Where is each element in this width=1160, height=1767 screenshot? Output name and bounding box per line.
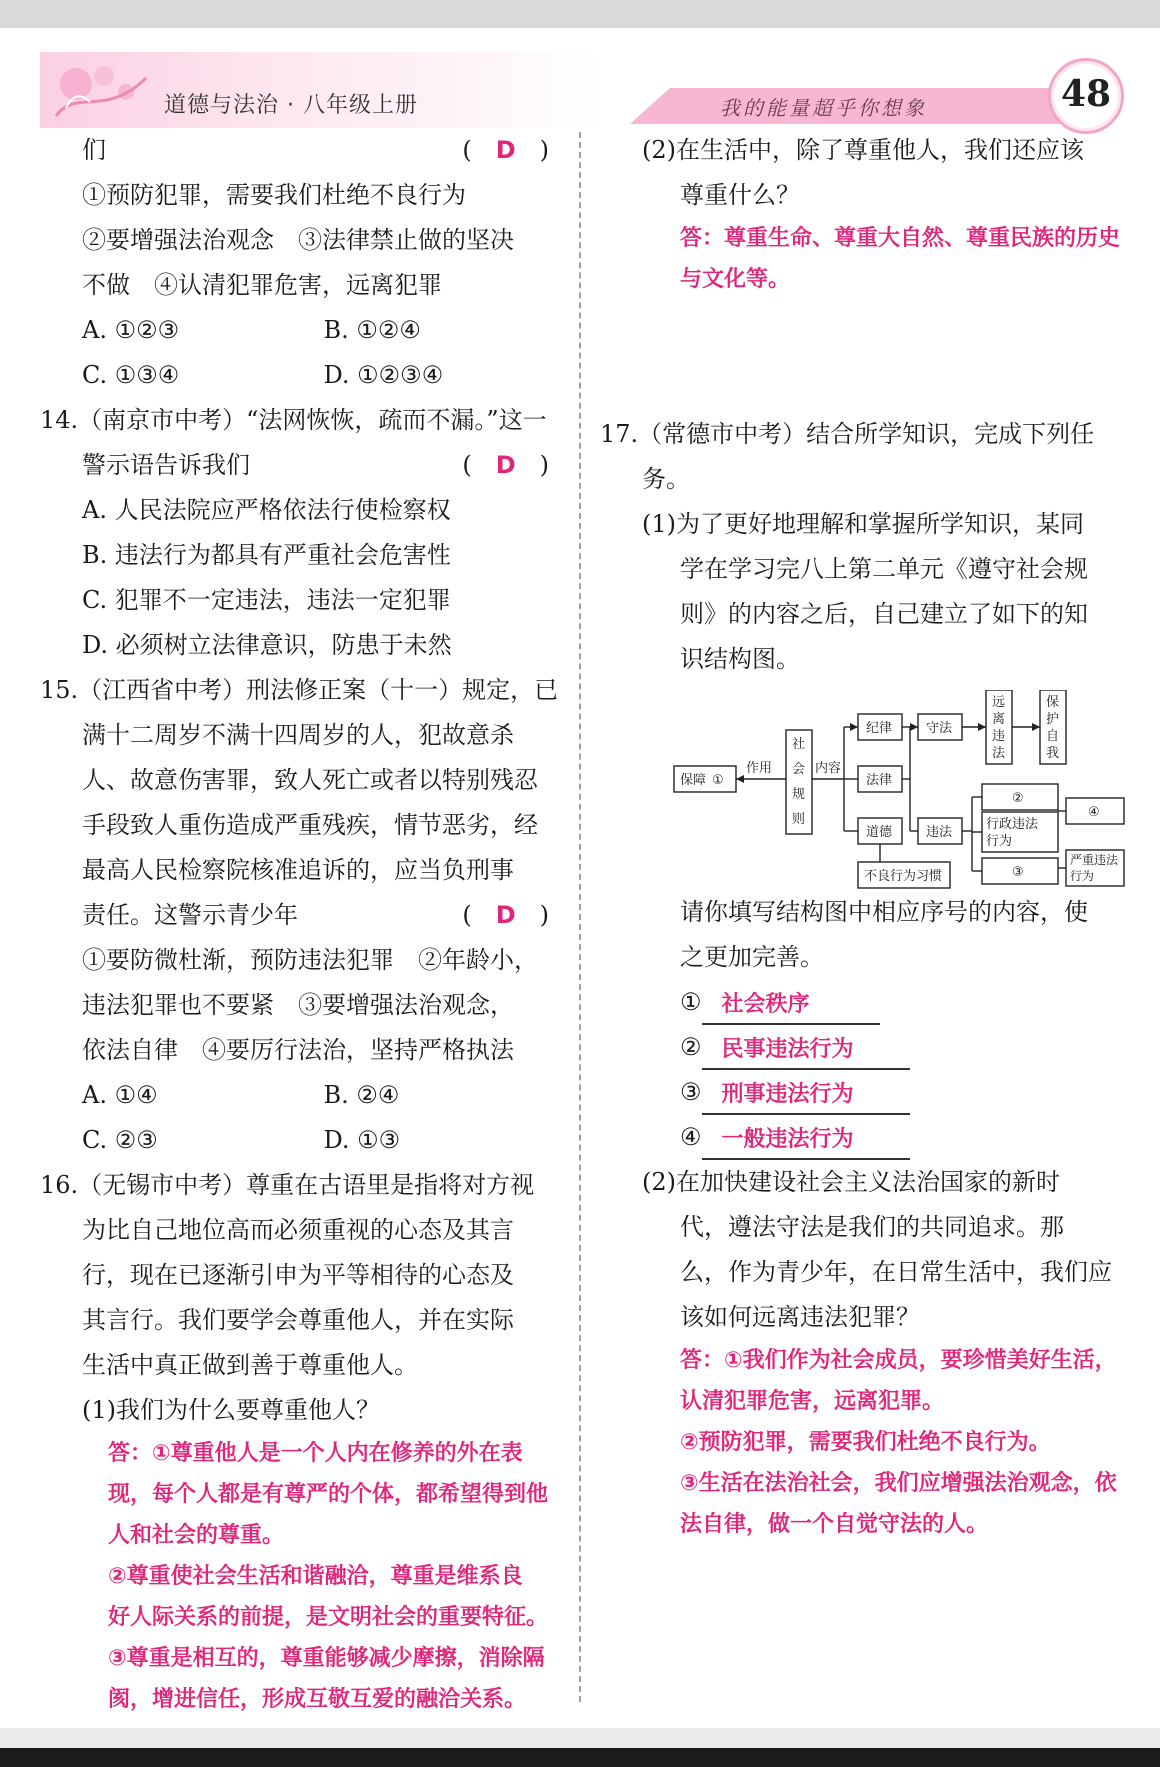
answer-line: 答：①尊重他人是一个人内在修养的外在表 bbox=[108, 1441, 523, 1466]
book-title: 道德与法治 · 八年级上册 bbox=[164, 93, 418, 118]
page-number: 48 bbox=[1060, 73, 1112, 115]
q15-statement: ①要防微杜渐，预防违法犯罪 ②年龄小， bbox=[82, 946, 538, 974]
q15-options-row bbox=[40, 1073, 565, 1118]
q15-stem: 满十二周岁不满十四周岁的人，犯故意杀 bbox=[82, 721, 514, 749]
arrow-icon bbox=[910, 723, 918, 731]
diagram-protect-3: 自 bbox=[1046, 729, 1060, 744]
q17-fill-row bbox=[600, 1025, 1125, 1070]
q15-stem: 手段致人重伤造成严重残疾，情节恶劣，经 bbox=[82, 811, 538, 839]
arrow-icon bbox=[736, 775, 744, 783]
q13-stem-text: 们 bbox=[82, 136, 106, 164]
arrow-icon bbox=[850, 723, 858, 731]
q13-statement: ①预防犯罪，需要我们杜绝不良行为 bbox=[82, 181, 466, 209]
diagram-num2: ② bbox=[1012, 791, 1024, 806]
diagram-protect-1: 保 bbox=[1046, 695, 1060, 710]
diagram-violate-law: 违法 bbox=[926, 825, 953, 840]
diagram-away-2: 离 bbox=[992, 712, 1006, 727]
fill-answer: 刑事违法行为 bbox=[702, 1077, 910, 1115]
diagram-rules-4: 则 bbox=[792, 812, 806, 827]
q16-sub2-answer bbox=[600, 218, 1125, 300]
q14-option: B. 违法行为都具有严重社会危害性 bbox=[82, 541, 451, 569]
arrow-icon bbox=[1032, 723, 1040, 731]
answer-line: 现，每个人都是有尊严的个体，都希望得到他 bbox=[108, 1482, 549, 1507]
q15-stem: 人、故意伤害罪，致人死亡或者以特别残忍 bbox=[82, 766, 538, 794]
diagram-effect: 作用 bbox=[746, 761, 773, 776]
q14-option: C. 犯罪不一定违法，违法一定犯罪 bbox=[82, 586, 451, 614]
q13-option-c: C. ①③④ bbox=[82, 361, 180, 389]
q17-sub2: 么，作为青少年，在日常生活中，我们应 bbox=[680, 1258, 1112, 1286]
diagram-away-4: 法 bbox=[992, 746, 1006, 761]
q13-option-d: D. ①②③④ bbox=[323, 361, 444, 389]
answer-line: ②预防犯罪，需要我们杜绝不良行为。 bbox=[680, 1430, 1051, 1455]
q16-sub1-answer bbox=[40, 1433, 565, 1720]
q13-statement: 不做 ④认清犯罪危害，远离犯罪 bbox=[82, 271, 442, 299]
diagram-away-1: 远 bbox=[992, 695, 1006, 710]
answer-line: 与文化等。 bbox=[680, 267, 791, 292]
answer-line: 人和社会的尊重。 bbox=[108, 1523, 285, 1548]
q13-stem-end bbox=[40, 128, 565, 173]
page-header bbox=[40, 52, 1120, 128]
diagram-rules-2: 会 bbox=[792, 762, 806, 777]
q16-stem: 其言行。我们要学会尊重他人，并在实际 bbox=[82, 1306, 514, 1334]
diagram-rules-3: 规 bbox=[792, 787, 806, 802]
arrow-icon bbox=[978, 723, 986, 731]
q16-stem: 为比自己地位高而必须重视的心态及其言 bbox=[82, 1216, 514, 1244]
fill-answer: 一般违法行为 bbox=[702, 1122, 910, 1160]
q14-option: D. 必须树立法律意识，防患于未然 bbox=[82, 631, 452, 659]
q17-stem: 17.（常德市中考）结合所学知识，完成下列任 bbox=[600, 420, 1095, 448]
q14-answer: D bbox=[495, 451, 516, 479]
diagram-guarantee-num: ① bbox=[712, 773, 724, 788]
q16-stem: 行，现在已逐渐引申为平等相待的心态及 bbox=[82, 1261, 514, 1289]
diagram-serious-2: 行为 bbox=[1070, 869, 1095, 883]
q15-option-d: D. ①③ bbox=[323, 1126, 401, 1154]
q14-stem: 14.（南京市中考）“法网恢恢，疏而不漏。”这一 bbox=[40, 406, 547, 434]
column-divider bbox=[579, 132, 581, 1702]
fill-number: ① bbox=[680, 988, 702, 1016]
q15-option-b: B. ②④ bbox=[323, 1081, 400, 1109]
fill-answer: 社会秩序 bbox=[702, 987, 880, 1025]
q16-sub2-question: 尊重什么？ bbox=[680, 181, 800, 209]
q15-stem: 最高人民检察院核准追诉的，应当负刑事 bbox=[82, 856, 514, 884]
diagram-content: 内容 bbox=[815, 761, 842, 776]
q13-statement: ②要增强法治观念 ③法律禁止做的坚决 bbox=[82, 226, 514, 254]
diagram-protect-2: 护 bbox=[1046, 712, 1060, 727]
diagram-bad-habit: 不良行为习惯 bbox=[864, 869, 943, 884]
q16-sub2-question: (2)在生活中，除了尊重他人，我们还应该 bbox=[642, 136, 1084, 164]
viewer-bottom-bar bbox=[0, 1748, 1160, 1767]
q16-stem: 16.（无锡市中考）尊重在古语里是指将对方视 bbox=[40, 1171, 535, 1199]
q15-answer-bracket: ( D ) bbox=[462, 901, 549, 929]
fill-number: ② bbox=[680, 1033, 702, 1061]
diagram-admin-1: 行政违法 bbox=[986, 817, 1039, 832]
blank-space bbox=[600, 300, 1125, 412]
diagram-discipline: 纪律 bbox=[866, 721, 893, 736]
q13-answer-bracket: ( D ) bbox=[462, 136, 549, 164]
q13-option-a: A. ①②③ bbox=[82, 316, 180, 344]
q15-options-row bbox=[40, 1118, 565, 1163]
fill-number: ④ bbox=[680, 1123, 702, 1151]
diagram-num3: ③ bbox=[1012, 865, 1024, 880]
q17-sub1: (1)为了更好地理解和掌握所学知识，某同 bbox=[642, 510, 1084, 538]
q17-sub1: 学在学习完八上第二单元《遵守社会规 bbox=[680, 555, 1088, 583]
answer-line: 答：尊重生命、尊重大自然、尊重民族的历史 bbox=[680, 226, 1121, 251]
diagram-protect-4: 我 bbox=[1046, 746, 1060, 761]
q17-fill-row bbox=[600, 1115, 1125, 1160]
answer-line: 阂，增进信任，形成互敬互爱的融洽关系。 bbox=[108, 1687, 527, 1712]
answer-line: 认清犯罪危害，远离犯罪。 bbox=[680, 1389, 945, 1414]
fill-number: ③ bbox=[680, 1078, 702, 1106]
diagram-guarantee: 保障 bbox=[680, 773, 707, 788]
q15-option-a: A. ①④ bbox=[82, 1081, 158, 1109]
right-column bbox=[600, 128, 1125, 1545]
page-number-badge bbox=[1048, 58, 1124, 134]
q17-fill-row bbox=[600, 980, 1125, 1025]
q15-stem-text: 责任。这警示青少年 bbox=[82, 901, 298, 929]
q16-stem: 生活中真正做到善于尊重他人。 bbox=[82, 1351, 418, 1379]
q13-option-b: B. ①②④ bbox=[323, 316, 421, 344]
flower-ornament-icon bbox=[46, 58, 166, 122]
diagram-morality: 道德 bbox=[866, 825, 893, 840]
q13-answer: D bbox=[495, 136, 516, 164]
q15-stem-last bbox=[40, 893, 565, 938]
header-slogan: 我的能量超乎你想象 bbox=[720, 96, 927, 120]
diagram-num4: ④ bbox=[1088, 805, 1100, 820]
q17-fill-prompt: 请你填写结构图中相应序号的内容，使 bbox=[680, 898, 1088, 926]
q15-statement: 依法自律 ④要厉行法治，坚持严格执法 bbox=[82, 1036, 514, 1064]
diagram-rules-1: 社 bbox=[792, 737, 806, 752]
answer-line: ③生活在法治社会，我们应增强法治观念，依 bbox=[680, 1471, 1117, 1496]
diagram-admin-2: 行为 bbox=[986, 834, 1013, 849]
q14-answer-bracket: ( D ) bbox=[462, 451, 549, 479]
diagram-abide-law: 守法 bbox=[926, 721, 953, 736]
q17-sub2: 代，遵法守法是我们的共同追求。那 bbox=[680, 1213, 1064, 1241]
q14-stem-text: 警示语告诉我们 bbox=[82, 451, 250, 479]
answer-line: 答：①我们作为社会成员，要珍惜美好生活， bbox=[680, 1348, 1117, 1373]
left-column bbox=[40, 128, 565, 1720]
diagram-away-3: 违 bbox=[992, 729, 1006, 744]
q14-option: A. 人民法院应严格依法行使检察权 bbox=[82, 496, 451, 524]
q17-sub2: 该如何远离违法犯罪？ bbox=[680, 1303, 920, 1331]
q17-sub1: 识结构图。 bbox=[680, 645, 800, 673]
answer-line: 好人际关系的前提，是文明社会的重要特征。 bbox=[108, 1605, 549, 1630]
answer-line: ②尊重使社会生活和谐融洽，尊重是维系良 bbox=[108, 1564, 523, 1589]
q17-fill-prompt: 之更加完善。 bbox=[680, 943, 824, 971]
answer-line: ③尊重是相互的，尊重能够减少摩擦，消除隔 bbox=[108, 1646, 545, 1671]
q15-statement: 违法犯罪也不要紧 ③要增强法治观念， bbox=[82, 991, 514, 1019]
q17-fill-row bbox=[600, 1070, 1125, 1115]
q17-sub1: 则》的内容之后，自己建立了如下的知 bbox=[680, 600, 1088, 628]
viewer-top-bar bbox=[0, 0, 1160, 28]
q17-sub2: (2)在加快建设社会主义法治国家的新时 bbox=[642, 1168, 1060, 1196]
knowledge-structure-diagram bbox=[600, 690, 1125, 890]
answer-line: 法自律，做一个自觉守法的人。 bbox=[680, 1512, 989, 1537]
q14-stem-line2 bbox=[40, 443, 565, 488]
q15-stem: 15.（江西省中考）刑法修正案（十一）规定，已 bbox=[40, 676, 559, 704]
q15-option-c: C. ②③ bbox=[82, 1126, 158, 1154]
q17-stem: 务。 bbox=[642, 465, 690, 493]
q13-options-row bbox=[40, 353, 565, 398]
q17-sub2-answer bbox=[600, 1340, 1125, 1545]
diagram-serious-1: 严重违法 bbox=[1070, 853, 1119, 867]
q15-answer: D bbox=[495, 901, 516, 929]
diagram-law: 法律 bbox=[866, 773, 893, 788]
fill-answer: 民事违法行为 bbox=[702, 1032, 910, 1070]
q13-options-row bbox=[40, 308, 565, 353]
q16-sub1-question: (1)我们为什么要尊重他人？ bbox=[82, 1396, 380, 1424]
